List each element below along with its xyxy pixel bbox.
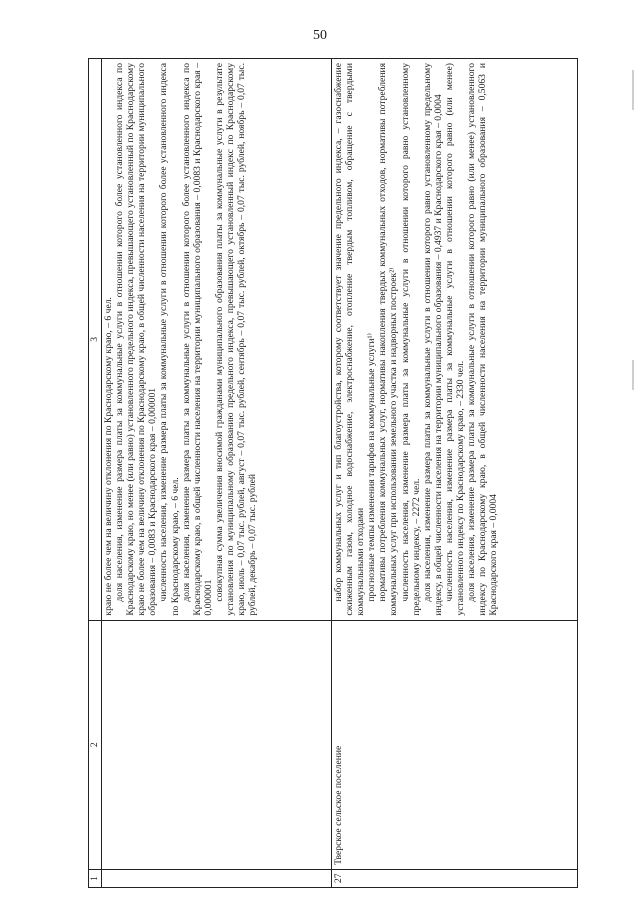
scan-mark [632, 70, 634, 110]
text-line: доля населения, изменение размера платы за коммунальные услуги в отношении которого более установленного индекса по Краснодарскому краю, но менее (или равно) установленного предельного индекса, превышающего установленный по Краснодарскому краю не более чем на величину отклонения по Краснодарскому краю, в общей численности населения на территории муниципального образования – 0,0083 и Краснодарского края – 0,000001 [114, 63, 159, 616]
table-row-27 [331, 59, 577, 888]
text-line: доля населения, изменение размера платы за коммунальные услуги в отношении которого равно (или менее) установленного индексу по Краснодарскому краю, в общей численности населения на территории муниципального образования – 0,5063 и Краснодарского края – 0,0004 [466, 63, 500, 616]
cell-empty [102, 620, 332, 869]
row-number: 27 [331, 869, 577, 887]
text-line: нормативы потребления коммунальных услуг, нормативы накопления твердых коммунальных отходов, нормативы потребления коммунальных услуг при использовании земельного участка и надворных построек²⁾ [377, 63, 400, 616]
text-line: доля населения, изменение размера платы за коммунальные услуги в отношении которого равно установленному предельному индексу, в общей численности населения на территории муниципального образования – 0,4937 и Краснодарского края – 0,0004 [421, 63, 444, 616]
text-line: численность населения, изменение размера платы за коммунальные услуги в отношении которого равно установленному предельному индексу, – 2272 чел. [399, 63, 422, 616]
text-line: прогнозные темпы изменения тарифов на коммунальные услуги¹⁾ [366, 333, 378, 602]
scan-mark [632, 360, 634, 390]
continuation-cell [102, 59, 332, 621]
text-line: численность населения, изменение размера платы за коммунальные услуги в отношении которого более установленного индекса по Краснодарскому краю, – 6 чел. [158, 63, 181, 616]
data-table [88, 58, 578, 888]
header-col-2: 2 [89, 620, 102, 869]
header-col-3: 3 [89, 59, 102, 621]
table-header-row [89, 59, 102, 888]
text-line: доля населения, изменение размера платы за коммунальные услуги в отношении которого более установленного индекса по Краснодарскому краю, в общей численности населения на территории муниципального образования – 0,0083 и Краснодарского края – 0,000001 [180, 63, 214, 616]
settlement-name: Тверское сельское поселение [331, 620, 577, 869]
table-row-continuation [102, 59, 332, 888]
cell-empty [102, 869, 332, 887]
text-line: набор коммунальных услуг и тип благоустройства, которому соответствует значение предельного индекса, – газоснабжение сжиженным газом, холодное водоснабжение, электроснабжение, отопление твердым топливом, обращение с твердыми коммунальными отходами [332, 63, 367, 616]
page-number: 50 [313, 28, 327, 43]
header-col-1: 1 [89, 869, 102, 887]
rotated-table-area [88, 58, 578, 888]
details-cell [331, 59, 577, 621]
text-line: краю не более чем на величину отклонения по Краснодарскому краю, – 6 чел. [103, 297, 114, 616]
text-line: совокупная сумма увеличения вносимой гражданами муниципального образования платы за коммунальные услуги в результате установления по муниципальному образованию предельного индекса, превышающего установленный индекс по Краснодарскому краю, июль – 0,07 тыс. рублей, август – 0,07 тыс. рублей, сентябрь – 0,07 тыс. рублей, октябрь – 0,07 тыс. рублей, ноябрь – 0,07 тыс. рублей, декабрь – 0,07 тыс. рублей [213, 63, 259, 616]
text-line: численность населения, изменение размера платы за коммунальные услуги в отношении которого равно (или менее) установленного индексу по Краснодарскому краю, – 2330 чел. [443, 63, 466, 616]
